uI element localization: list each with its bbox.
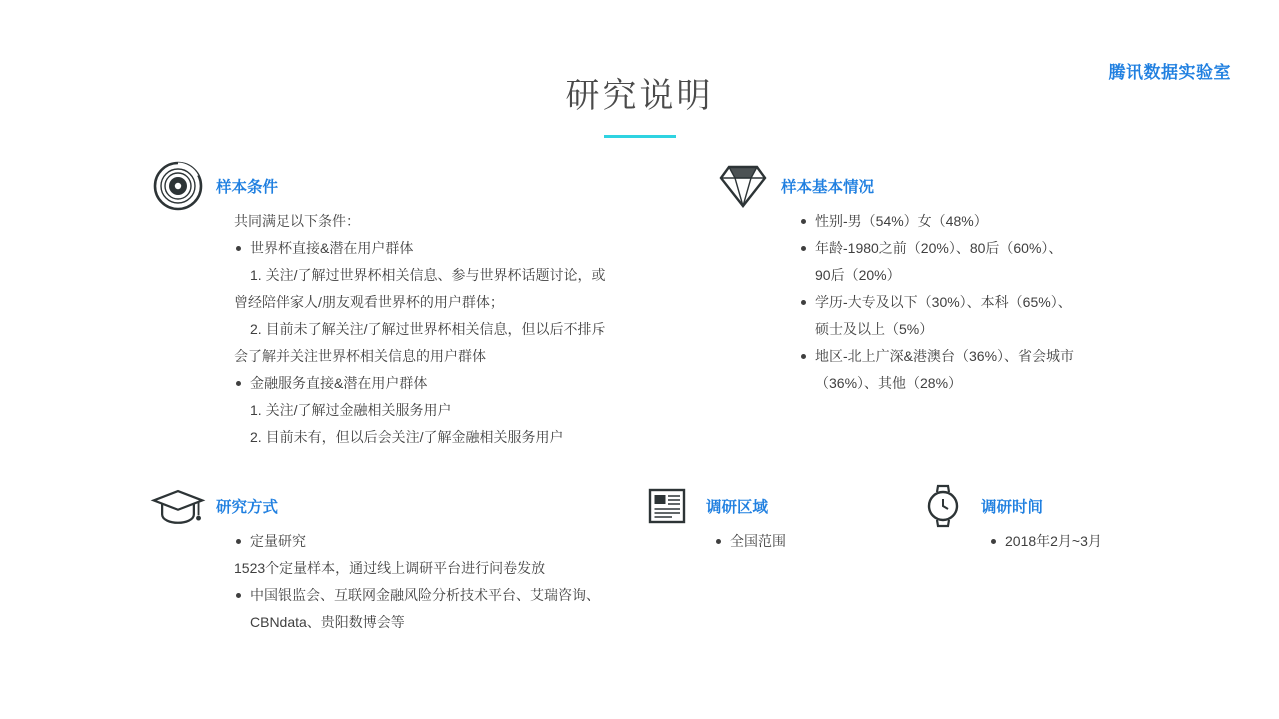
- body-line: 1523个定量样本，通过线上调研平台进行问卷发放: [234, 560, 546, 576]
- section-research-method: [150, 478, 690, 636]
- section-sample-basic: [715, 158, 1195, 397]
- section-sample-condition: [150, 158, 690, 451]
- body-line: 2. 目前未了解关注/了解过世界杯相关信息，但以后不排斥: [250, 321, 606, 337]
- section-body: [234, 208, 690, 451]
- section-survey-time: [915, 478, 1195, 555]
- section-title: 调研时间: [981, 499, 1044, 516]
- section-body: [714, 528, 870, 555]
- body-line: 学历-大专及以下（30%）、本科（65%）、: [799, 289, 1195, 316]
- body-line: 1. 关注/了解过世界杯相关信息、参与世界杯话题讨论，或: [250, 267, 606, 283]
- brand-label: 腾讯数据实验室: [1108, 63, 1231, 82]
- title-underline-rule: [604, 135, 676, 138]
- newspaper-icon: [640, 478, 696, 534]
- body-line: 金融服务直接&潜在用户群体: [234, 370, 690, 397]
- body-line: 地区-北上广深&港澳台（36%）、省会城市: [799, 343, 1195, 370]
- body-line: 1. 关注/了解过金融相关服务用户: [250, 402, 452, 418]
- body-line: 曾经陪伴家人/朋友观看世界杯的用户群体；: [234, 294, 504, 310]
- body-line: 性别-男（54%）女（48%）: [799, 208, 1195, 235]
- watch-icon: [915, 478, 971, 534]
- body-line: （36%）、其他（28%）: [815, 375, 963, 391]
- body-line: 世界杯直接&潜在用户群体: [234, 235, 690, 262]
- section-title: 调研区域: [706, 499, 769, 516]
- cd-disc-icon: [150, 158, 206, 214]
- body-line: 中国银监会、互联网金融风险分析技术平台、艾瑞咨询、: [234, 582, 690, 609]
- body-line: 硕士及以上（5%）: [815, 321, 934, 337]
- section-body: [989, 528, 1195, 555]
- graduation-cap-icon: [150, 478, 206, 534]
- body-line: 会了解并关注世界杯相关信息的用户群体: [234, 348, 486, 364]
- section-title: 研究方式: [216, 499, 279, 516]
- section-body: [234, 528, 690, 636]
- section-body: [799, 208, 1195, 397]
- body-line: 年龄-1980之前（20%）、80后（60%）、: [799, 235, 1195, 262]
- section-title: 样本基本情况: [781, 179, 875, 196]
- diamond-icon: [715, 158, 771, 214]
- body-line: 共同满足以下条件：: [234, 213, 360, 229]
- body-line: 定量研究: [234, 528, 690, 555]
- section-header: [640, 478, 870, 534]
- section-header: [150, 158, 690, 214]
- page-title: 研究说明: [565, 77, 714, 115]
- section-header: [150, 478, 690, 534]
- body-line: CBNdata、贵阳数博会等: [250, 614, 405, 630]
- body-line: 2. 目前未有，但以后会关注/了解金融相关服务用户: [250, 429, 564, 445]
- section-header: [915, 478, 1195, 534]
- body-line: 2018年2月~3月: [989, 528, 1195, 555]
- section-survey-area: [640, 478, 870, 555]
- section-header: [715, 158, 1195, 214]
- section-title: 样本条件: [216, 179, 279, 196]
- body-line: 全国范围: [714, 528, 870, 555]
- body-line: 90后（20%）: [815, 267, 901, 283]
